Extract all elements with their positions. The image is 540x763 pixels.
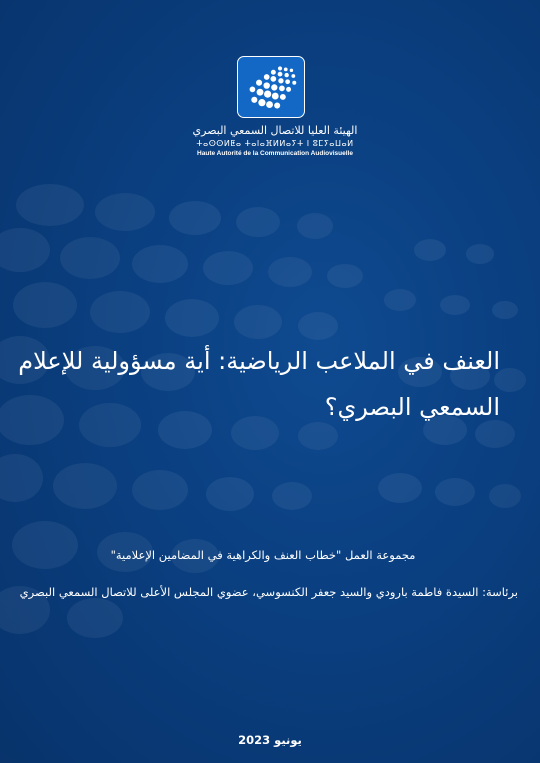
logo-badge — [237, 56, 305, 118]
report-title-line-2: السمعي البصري؟ — [324, 393, 500, 421]
report-title-line-1: العنف في الملاعب الرياضية: أية مسؤولية للإعلام — [18, 347, 500, 375]
chairs-label: برئاسة: السيدة فاطمة بارودي والسيد جعفر الكنسوسي، عضوي المجلس الأعلى للاتصال السمعي البصري — [19, 585, 518, 599]
organization-name-tifinagh: ⵜⴰⵙⵙⵍⵟⴰ ⵜⴰⵏⴰⴼⵍⵍⴰⵢⵜ ⵏ ⵓⵎⵢⴰⵡⴰⵍ — [196, 139, 354, 148]
report-title — [18, 338, 500, 430]
working-group-label: مجموعة العمل "خطاب العنف والكراهية في المضامين الإعلامية" — [110, 548, 416, 562]
organization-name-french: Haute Autorité de la Communication Audiovisuelle — [197, 150, 353, 157]
dot-grid-logo-icon — [238, 57, 303, 116]
publication-date: يونيو 2023 — [238, 733, 302, 747]
organization-name-arabic: الهيئة العليا للاتصال السمعي البصري — [192, 124, 358, 137]
organization-name-block — [170, 124, 380, 158]
